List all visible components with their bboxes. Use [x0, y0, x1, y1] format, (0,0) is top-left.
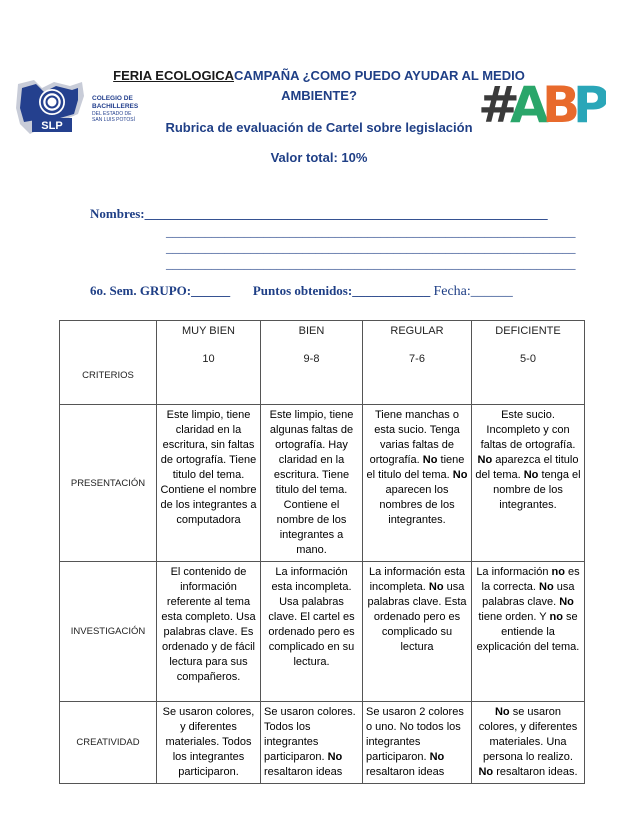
- cell-text: usa palabras clave. Esta ordenado pero es complicado su lectura: [367, 581, 467, 653]
- fecha-field: Fecha:______: [433, 284, 513, 299]
- cell-text: La información: [476, 566, 552, 578]
- nombres-line-1: _______________________________________________________________: [166, 224, 576, 239]
- cell-text: Se usaron 2 colores o uno. No todos los integrantes participaron.: [366, 706, 464, 763]
- emphasis-text: No: [478, 766, 494, 778]
- rubric-cell: [472, 405, 585, 562]
- rubric-cell: La información esta incompleta. Usa palabras clave. El cartel es ordenado pero es complicado en su lectura.: [261, 562, 363, 702]
- header-criterios: CRITERIOS: [60, 321, 157, 405]
- cell-text: Tiene manchas o esta sucio. Tenga varias faltas de ortografía.: [369, 409, 460, 466]
- cell-text: usa palabras clave.: [482, 581, 575, 608]
- nombres-line-2: _______________________________________________________________: [166, 240, 576, 255]
- header-deficiente-label: DEFICIENTE: [495, 325, 561, 337]
- rubric-table: [59, 320, 585, 784]
- emphasis-text: No: [477, 454, 493, 466]
- abp-a: A: [510, 76, 549, 132]
- cell-text: se entiende la explicación del tema.: [476, 611, 580, 653]
- rubric-cell: El contenido de información referente al tema esta completo. Usa palabras clave. Es ordenado y de fácil lectura para sus compañeros.: [157, 562, 261, 702]
- abp-b: B: [542, 76, 581, 132]
- page-title: [60, 67, 578, 85]
- puntos-field: Puntos obtenidos:____________: [252, 283, 431, 298]
- logo-line-1: COLEGIO DE: [92, 95, 133, 102]
- cell-text: Este sucio. Incompleto y con faltas de ortografía.: [480, 409, 576, 451]
- table-row: [60, 702, 585, 784]
- criterio-cell: CREATIVIDAD: [60, 702, 157, 784]
- emphasis-text: no: [549, 611, 563, 623]
- rubric-cell: [363, 562, 472, 702]
- cell-text: se usaron colores, y diferentes materiales. Una persona lo realizo.: [478, 706, 578, 763]
- emphasis-text: No: [523, 469, 539, 481]
- page-subtitle: Rubrica de evaluación de Cartel sobre legislación: [165, 120, 473, 135]
- criterio-cell: INVESTIGACIÓN: [60, 562, 157, 702]
- cell-text: resaltaron ideas: [264, 766, 343, 778]
- abp-p: P: [573, 76, 606, 132]
- grupo-line: [90, 283, 513, 300]
- score-bien: 9-8: [303, 353, 320, 365]
- emphasis-text: No: [559, 596, 574, 608]
- rubric-cell: Este limpio, tiene algunas faltas de ortografía. Hay claridad en la escritura. Tiene titulo del tema. Contiene el nombre de los integrantes a mano.: [261, 405, 363, 562]
- score-regular: 7-6: [409, 353, 425, 365]
- cell-text: resaltaron ideas: [366, 766, 445, 778]
- table-row: [60, 405, 585, 562]
- nombres-line-3: _______________________________________________________________: [166, 256, 576, 271]
- header-muy-bien-label: MUY BIEN: [182, 325, 235, 337]
- header-regular-label: REGULAR: [390, 325, 444, 337]
- header-regular: [363, 321, 472, 405]
- nombres-field: Nombres:______________________________________________________________: [90, 206, 548, 221]
- emphasis-text: No: [327, 751, 343, 763]
- emphasis-text: No: [428, 581, 444, 593]
- rubric-cell: [472, 562, 585, 702]
- emphasis-text: No: [539, 581, 554, 593]
- emphasis-text: No: [429, 751, 445, 763]
- table-row: [60, 562, 585, 702]
- criterio-cell: PRESENTACIÓN: [60, 405, 157, 562]
- score-muy-bien: 10: [202, 353, 215, 365]
- rubric-cell: Se usaron colores, y diferentes materiales. Todos los integrantes participaron.: [157, 702, 261, 784]
- cell-text: tiene orden. Y: [478, 611, 550, 623]
- grupo-field: 6o. Sem. GRUPO:______: [90, 283, 231, 298]
- rubric-cell: Este limpio, tiene claridad en la escritura, sin faltas de ortografía. Tiene titulo del tema. Contiene el nombre de los integrantes a computadora: [157, 405, 261, 562]
- score-deficiente: 5-0: [520, 353, 536, 365]
- emphasis-text: No: [452, 469, 468, 481]
- emphasis-text: No: [422, 454, 438, 466]
- logo-line-3: DEL ESTADO DE: [92, 111, 132, 117]
- header-deficiente: [472, 321, 585, 405]
- cell-text: Se usaron colores. Todos los integrantes participaron.: [264, 706, 356, 763]
- nombres-extra-lines: [166, 224, 576, 272]
- emphasis-text: no: [551, 566, 565, 578]
- logo-line-2: BACHILLERES: [92, 103, 139, 110]
- table-header-row: [60, 321, 585, 405]
- cell-text: aparezca el titulo del tema.: [475, 454, 579, 481]
- cell-text: tiene el titulo del tema.: [366, 454, 465, 481]
- valor-total: Valor total: 10%: [270, 150, 368, 165]
- rubric-cell: [363, 702, 472, 784]
- logo-line-4: SAN LUIS POTOSÍ: [92, 117, 135, 123]
- abp-hash: #: [478, 76, 520, 132]
- title-part-2: CAMPAÑA ¿COMO PUEDO AYUDAR AL MEDIO: [234, 68, 525, 83]
- cell-text: es la correcta.: [481, 566, 580, 593]
- rubric-cell: [472, 702, 585, 784]
- cell-text: La información esta incompleta.: [369, 566, 465, 593]
- rubric-cell: [363, 405, 472, 562]
- logo-badge-text: SLP: [41, 120, 63, 132]
- header-muy-bien: [157, 321, 261, 405]
- cell-text: tenga el nombre de los integrantes.: [493, 469, 581, 511]
- title-part-1: FERIA ECOLOGICA: [113, 68, 235, 83]
- header-bien-label: BIEN: [298, 325, 325, 337]
- cell-text: resaltaron ideas.: [493, 766, 578, 778]
- title-line-2: AMBIENTE?: [281, 88, 357, 103]
- cell-text: aparecen los nombres de los integrantes.: [379, 484, 455, 526]
- emphasis-text: No: [494, 706, 510, 718]
- rubric-cell: [261, 702, 363, 784]
- header-bien: [261, 321, 363, 405]
